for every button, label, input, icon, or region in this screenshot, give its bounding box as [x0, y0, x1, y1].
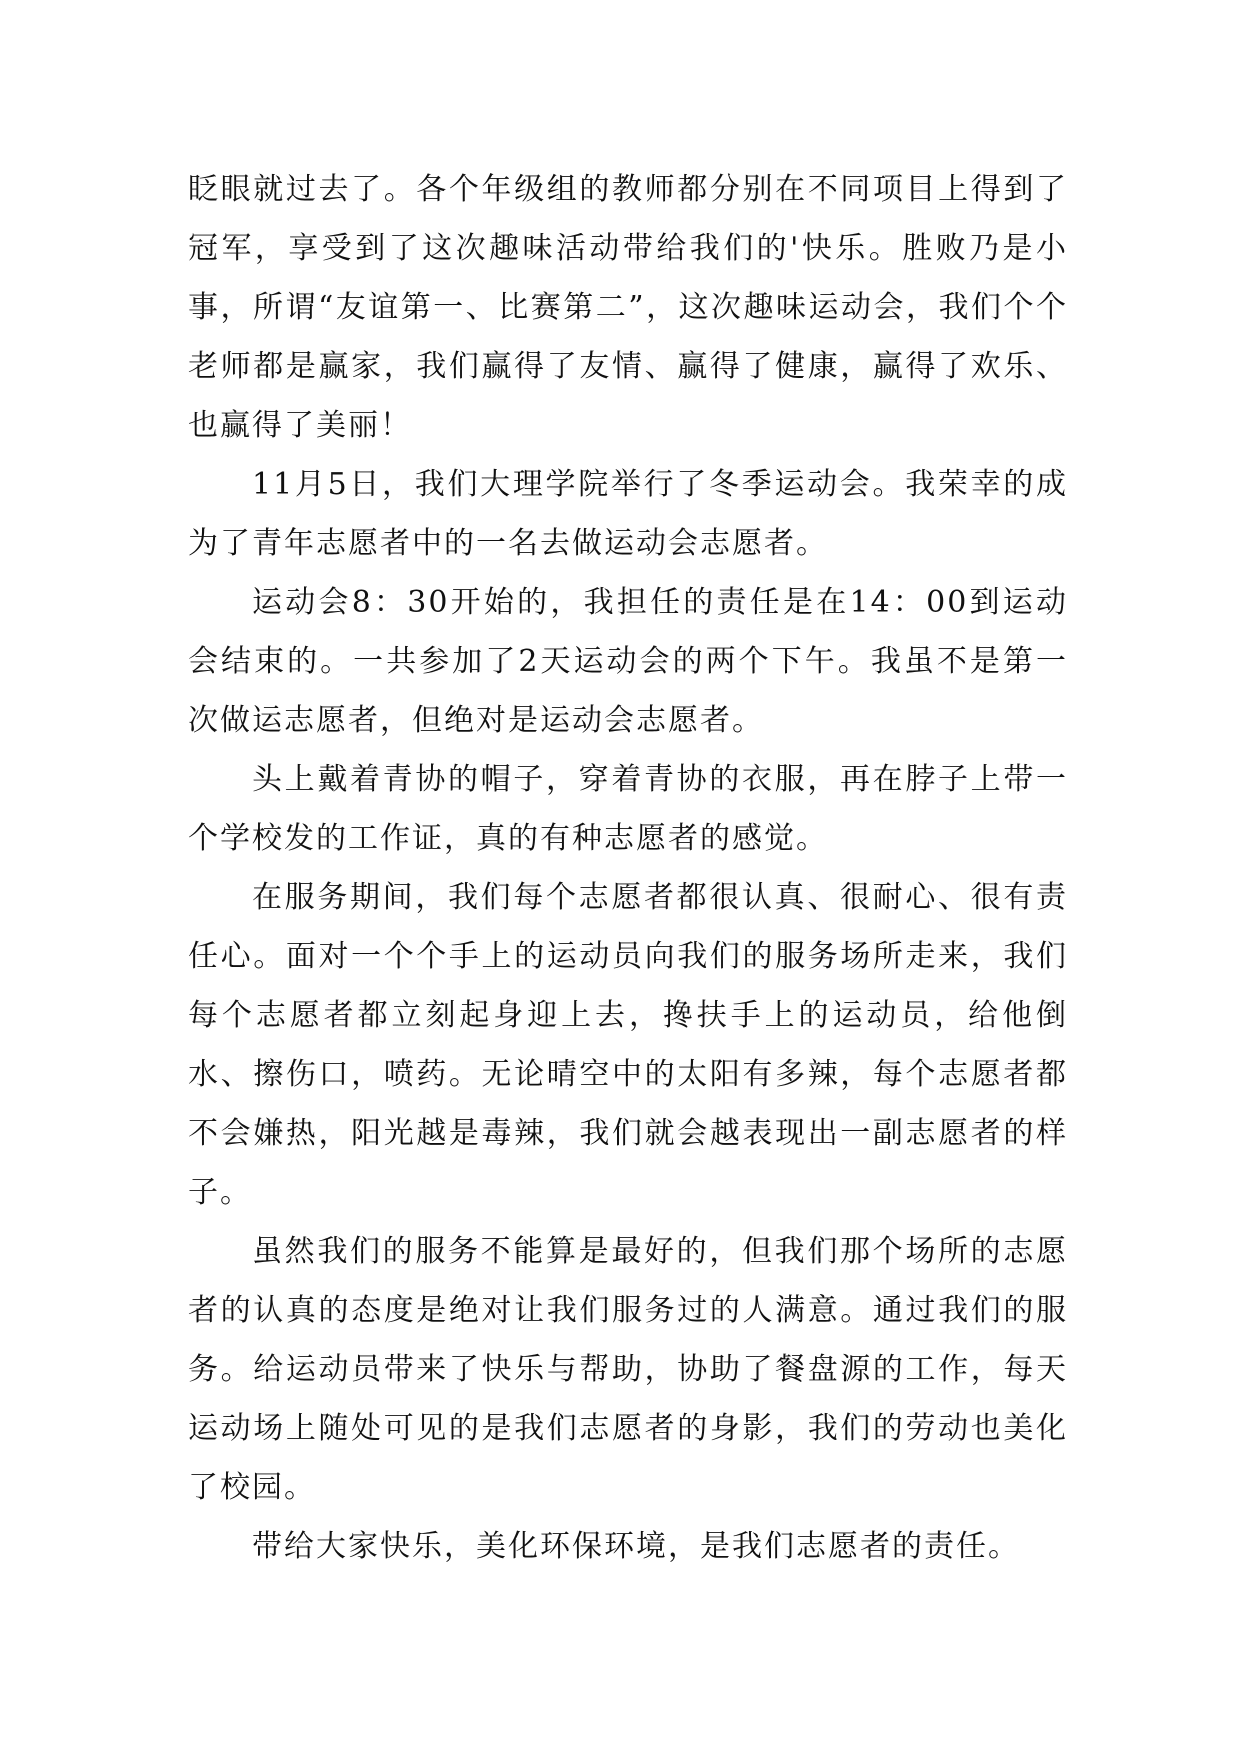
document-body — [188, 160, 1068, 1576]
paragraph-2: 11月5日，我们大理学院举行了冬季运动会。我荣幸的成为了青年志愿者中的一名去做运动会志愿者。 — [188, 467, 1068, 561]
paragraph-4: 头上戴着青协的帽子，穿着青协的衣服，再在脖子上带一个学校发的工作证，真的有种志愿者的感觉。 — [188, 762, 1068, 856]
paragraph-3: 运动会8：30开始的，我担任的责任是在14：00到运动会结束的。一共参加了2天运动会的两个下午。我虽不是第一次做运志愿者，但绝对是运动会志愿者。 — [188, 585, 1068, 738]
paragraph-1: 眨眼就过去了。各个年级组的教师都分别在不同项目上得到了冠军，享受到了这次趣味活动带给我们的'快乐。胜败乃是小事，所谓“友谊第一、比赛第二”，这次趣味运动会，我们个个老师都是赢家，我们赢得了友情、赢得了健康，赢得了欢乐、也赢得了美丽！ — [188, 172, 1068, 443]
paragraph-6: 虽然我们的服务不能算是最好的，但我们那个场所的志愿者的认真的态度是绝对让我们服务过的人满意。通过我们的服务。给运动员带来了快乐与帮助，协助了餐盘源的工作，每天运动场上随处可见的是我们志愿者的身影，我们的劳动也美化了校园。 — [188, 1234, 1068, 1505]
paragraph-7: 带给大家快乐，美化环保环境，是我们志愿者的责任。 — [252, 1529, 1020, 1564]
paragraph-5: 在服务期间，我们每个志愿者都很认真、很耐心、很有责任心。面对一个个手上的运动员向我们的服务场所走来，我们每个志愿者都立刻起身迎上去，搀扶手上的运动员，给他倒水、擦伤口，喷药。无论晴空中的太阳有多辣，每个志愿者都不会嫌热，阳光越是毒辣，我们就会越表现出一副志愿者的样子。 — [188, 880, 1068, 1210]
